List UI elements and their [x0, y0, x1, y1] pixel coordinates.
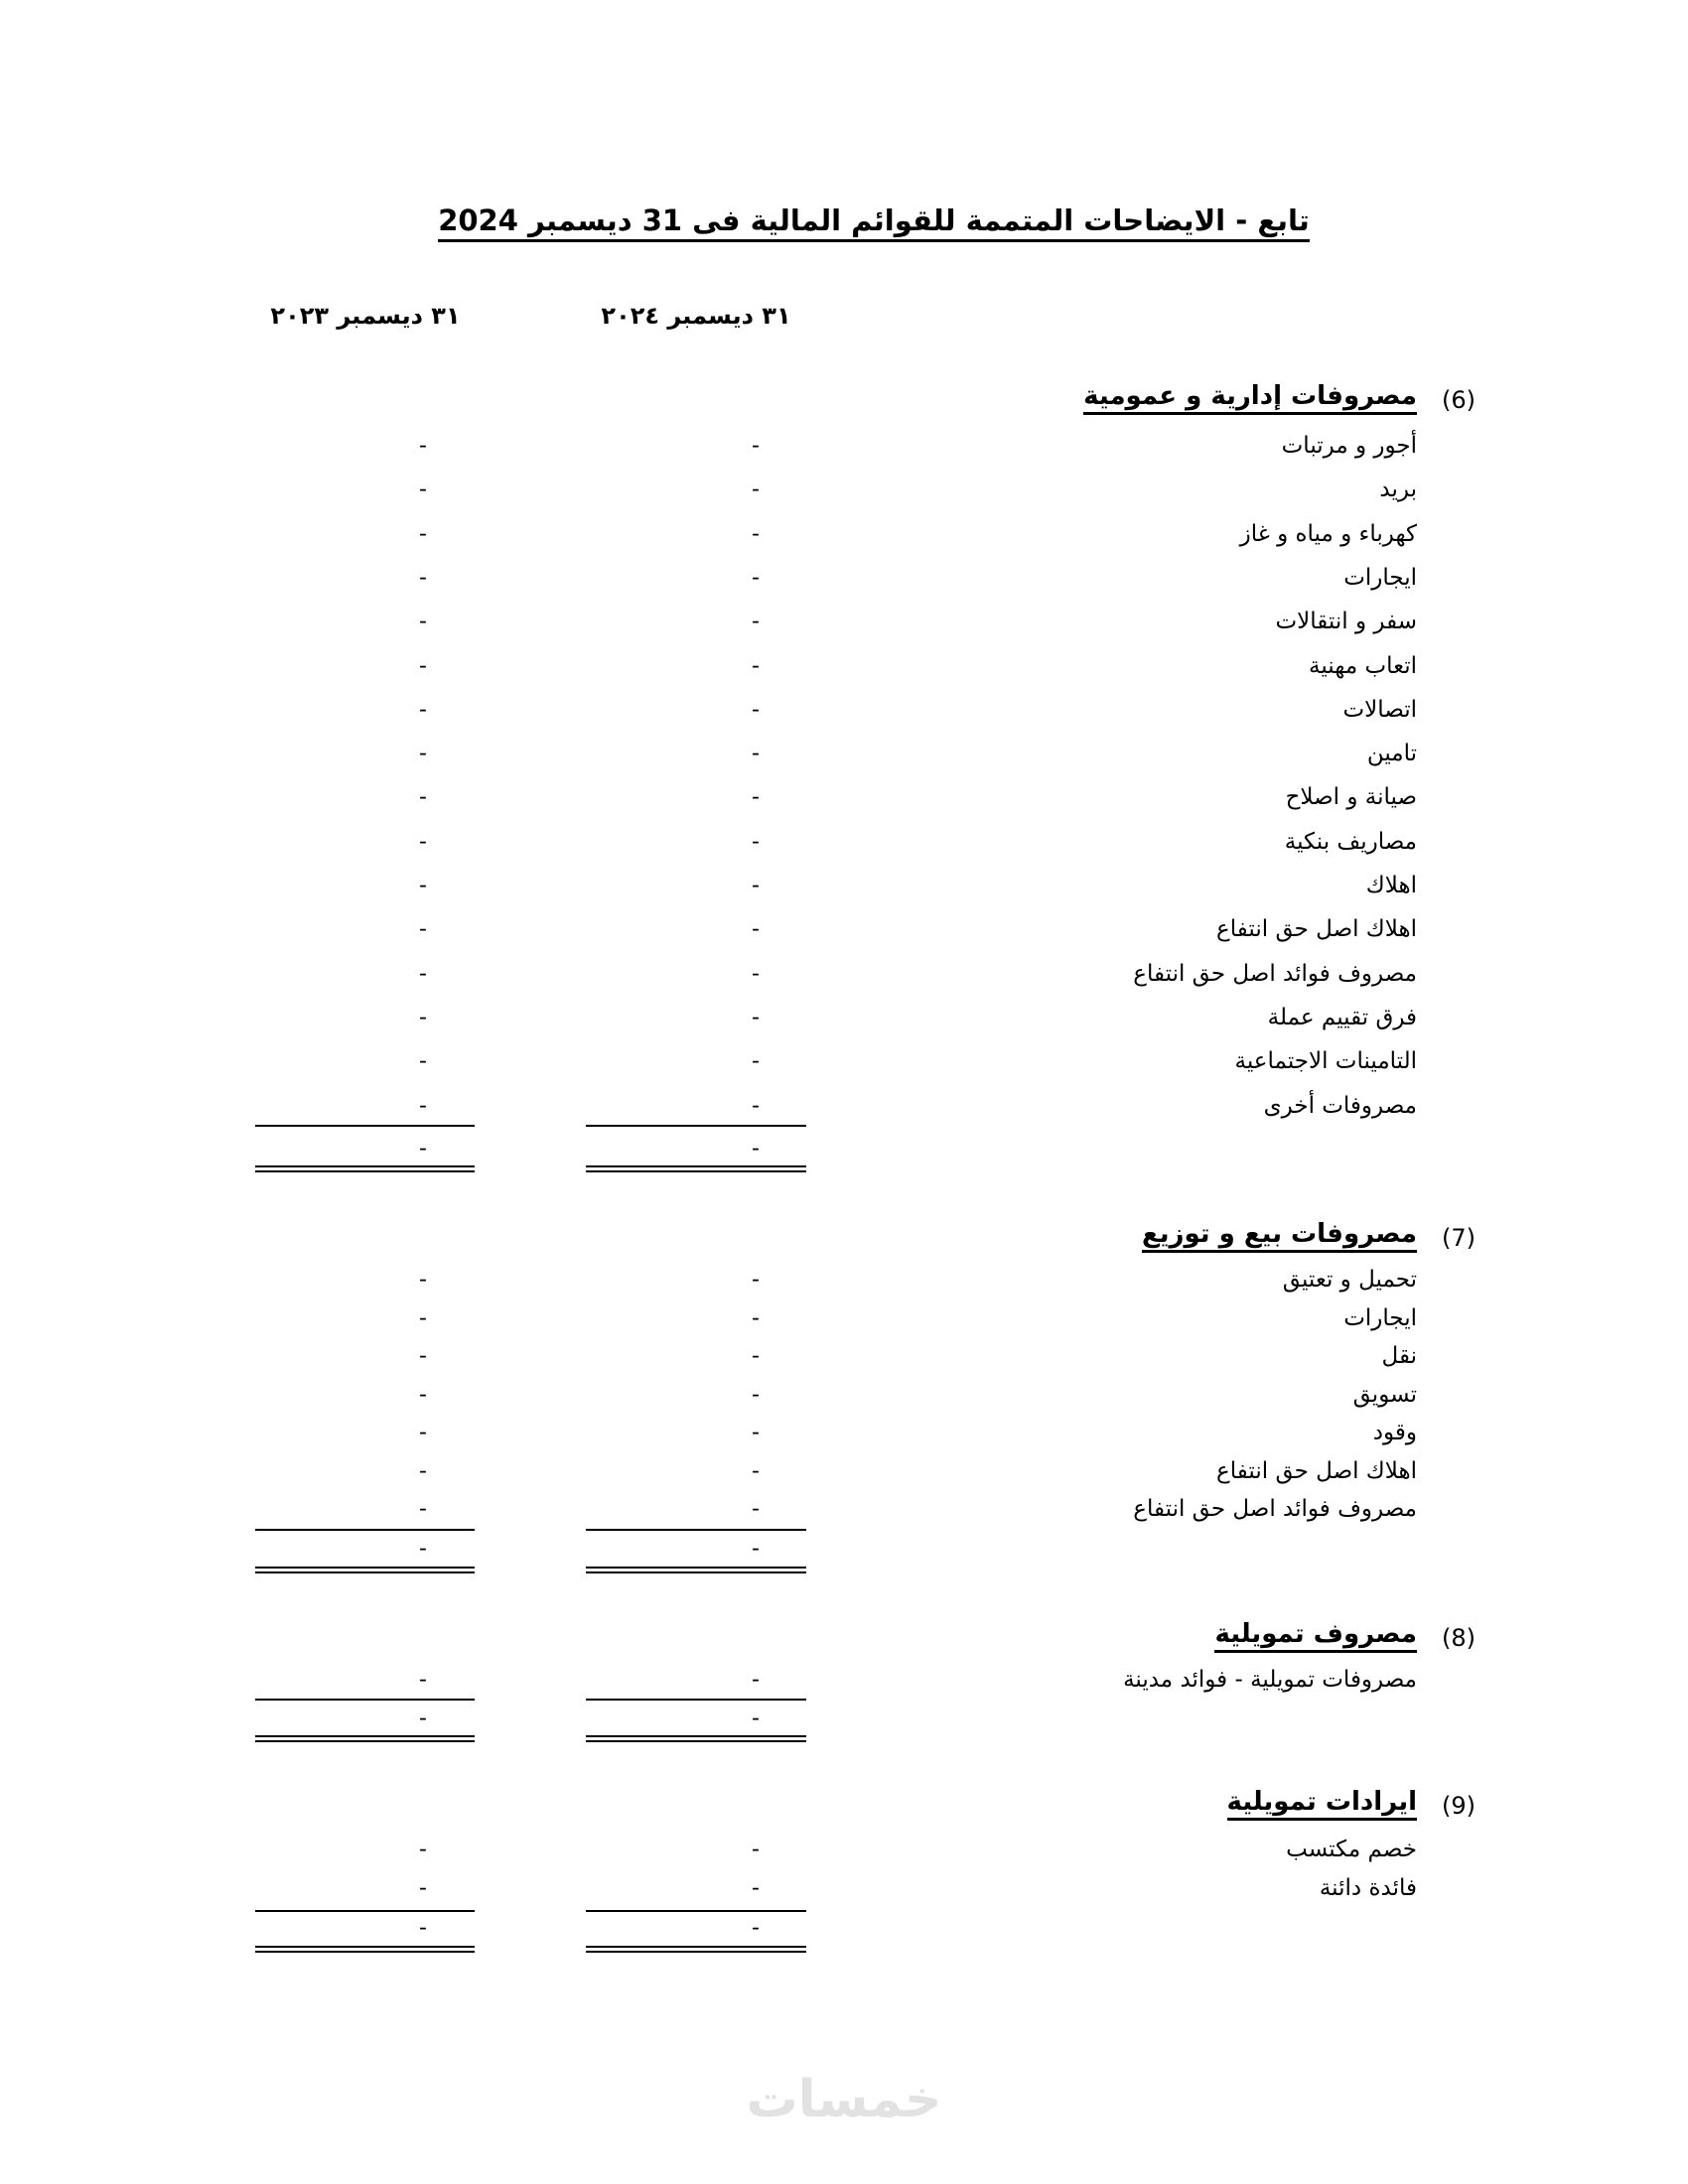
total-double-rule [255, 1165, 475, 1172]
line-item-label: فائدة دائنة [1319, 1874, 1417, 1901]
value-2023: - [419, 1343, 427, 1369]
total-2023: - [419, 1915, 427, 1941]
value-2023: - [419, 1458, 427, 1483]
value-2024: - [752, 521, 760, 547]
subtotal-rule [586, 1699, 806, 1701]
section-title: مصروفات بيع و توزيع [1142, 1219, 1417, 1253]
column-header-2024: ٣١ ديسمبر ٢٠٢٤ [601, 302, 791, 330]
value-2023: - [419, 1420, 427, 1445]
line-item-label: فرق تقييم عملة [1267, 1004, 1417, 1030]
value-2024: - [752, 916, 760, 942]
subtotal-rule [255, 1910, 475, 1912]
value-2023: - [419, 521, 427, 547]
subtotal-rule [255, 1699, 475, 1701]
total-double-rule [586, 1567, 806, 1573]
value-2024: - [752, 1267, 760, 1293]
value-2024: - [752, 433, 760, 459]
value-2024: - [752, 1420, 760, 1445]
line-item-label: تامين [1366, 741, 1417, 767]
value-2023: - [419, 1048, 427, 1074]
section-title: مصروف تمويلية [1214, 1619, 1417, 1653]
line-item-label: ايجارات [1343, 1304, 1417, 1331]
value-2023: - [419, 829, 427, 855]
line-item-label: مصروف فوائد اصل حق انتفاع [1133, 960, 1417, 987]
line-item-label: تحميل و تعتيق [1282, 1267, 1417, 1293]
value-2024: - [752, 829, 760, 855]
value-2023: - [419, 1837, 427, 1862]
total-2024: - [752, 1136, 760, 1161]
subtotal-rule [586, 1125, 806, 1127]
subtotal-rule [255, 1529, 475, 1531]
value-2024: - [752, 565, 760, 591]
line-item-label: مصروف فوائد اصل حق انتفاع [1133, 1496, 1417, 1522]
line-item-label: نقل [1381, 1343, 1417, 1369]
total-double-rule [586, 1735, 806, 1742]
value-2023: - [419, 1305, 427, 1330]
total-2023: - [419, 1136, 427, 1161]
value-2023: - [419, 697, 427, 723]
total-2023: - [419, 1536, 427, 1562]
section-number: (7) [1442, 1224, 1476, 1252]
section-number: (6) [1442, 386, 1476, 414]
value-2023: - [419, 1667, 427, 1693]
value-2024: - [752, 1305, 760, 1330]
column-header-2023: ٣١ ديسمبر ٢٠٢٣ [270, 302, 461, 330]
value-2024: - [752, 1343, 760, 1369]
subtotal-rule [255, 1125, 475, 1127]
value-2024: - [752, 697, 760, 723]
line-item-label: مصروفات أخرى [1263, 1092, 1417, 1119]
value-2024: - [752, 1382, 760, 1407]
value-2023: - [419, 1382, 427, 1407]
value-2023: - [419, 477, 427, 502]
value-2024: - [752, 1496, 760, 1522]
value-2023: - [419, 1005, 427, 1030]
value-2024: - [752, 741, 760, 766]
subtotal-rule [586, 1529, 806, 1531]
value-2024: - [752, 1667, 760, 1693]
line-item-label: اهلاك اصل حق انتفاع [1216, 1457, 1417, 1484]
line-item-label: اتعاب مهنية [1309, 652, 1417, 679]
subtotal-rule [586, 1910, 806, 1912]
value-2023: - [419, 784, 427, 810]
value-2023: - [419, 873, 427, 898]
line-item-label: مصروفات تمويلية - فوائد مدينة [1123, 1667, 1417, 1693]
value-2024: - [752, 1837, 760, 1862]
line-item-label: كهرباء و مياه و غاز [1239, 520, 1417, 547]
value-2023: - [419, 741, 427, 766]
value-2023: - [419, 609, 427, 634]
total-double-rule [255, 1567, 475, 1573]
value-2024: - [752, 873, 760, 898]
line-item-label: اهلاك اصل حق انتفاع [1216, 916, 1417, 943]
line-item-label: ايجارات [1343, 564, 1417, 591]
total-2024: - [752, 1706, 760, 1731]
line-item-label: خصم مكتسب [1286, 1837, 1417, 1862]
line-item-label: صيانة و اصلاح [1285, 784, 1417, 811]
value-2023: - [419, 1875, 427, 1900]
value-2024: - [752, 477, 760, 502]
value-2023: - [419, 916, 427, 942]
line-item-label: مصاريف بنكية [1284, 828, 1417, 855]
value-2023: - [419, 961, 427, 987]
value-2024: - [752, 1875, 760, 1900]
page-title: تابع - الايضاحات المتممة للقوائم المالية فى 31 ديسمبر 2024 [0, 204, 1688, 237]
line-item-label: أجور و مرتبات [1281, 433, 1417, 459]
value-2024: - [752, 1458, 760, 1483]
value-2023: - [419, 1496, 427, 1522]
value-2024: - [752, 1093, 760, 1118]
section-number: (9) [1442, 1792, 1476, 1820]
value-2024: - [752, 961, 760, 987]
value-2024: - [752, 1048, 760, 1074]
watermark: خمسات [746, 2070, 942, 2129]
value-2023: - [419, 1267, 427, 1293]
value-2023: - [419, 433, 427, 459]
value-2024: - [752, 1005, 760, 1030]
total-double-rule [586, 1165, 806, 1172]
value-2024: - [752, 653, 760, 678]
line-item-label: التامينات الاجتماعية [1234, 1048, 1417, 1075]
section-number: (8) [1442, 1624, 1476, 1652]
line-item-label: تسويق [1352, 1381, 1417, 1408]
value-2024: - [752, 784, 760, 810]
line-item-label: سفر و انتقالات [1275, 609, 1417, 635]
value-2023: - [419, 1093, 427, 1118]
value-2023: - [419, 565, 427, 591]
section-title: مصروفات إدارية و عمومية [1083, 381, 1417, 415]
value-2024: - [752, 609, 760, 634]
total-double-rule [586, 1946, 806, 1953]
line-item-label: اتصالات [1342, 696, 1417, 723]
total-2024: - [752, 1915, 760, 1941]
line-item-label: اهلاك [1365, 873, 1417, 898]
line-item-label: وقود [1372, 1420, 1417, 1445]
total-double-rule [255, 1735, 475, 1742]
total-2023: - [419, 1706, 427, 1731]
total-2024: - [752, 1536, 760, 1562]
line-item-label: بريد [1379, 477, 1417, 503]
section-title: ايرادات تمويلية [1227, 1787, 1417, 1821]
total-double-rule [255, 1946, 475, 1953]
value-2023: - [419, 653, 427, 678]
